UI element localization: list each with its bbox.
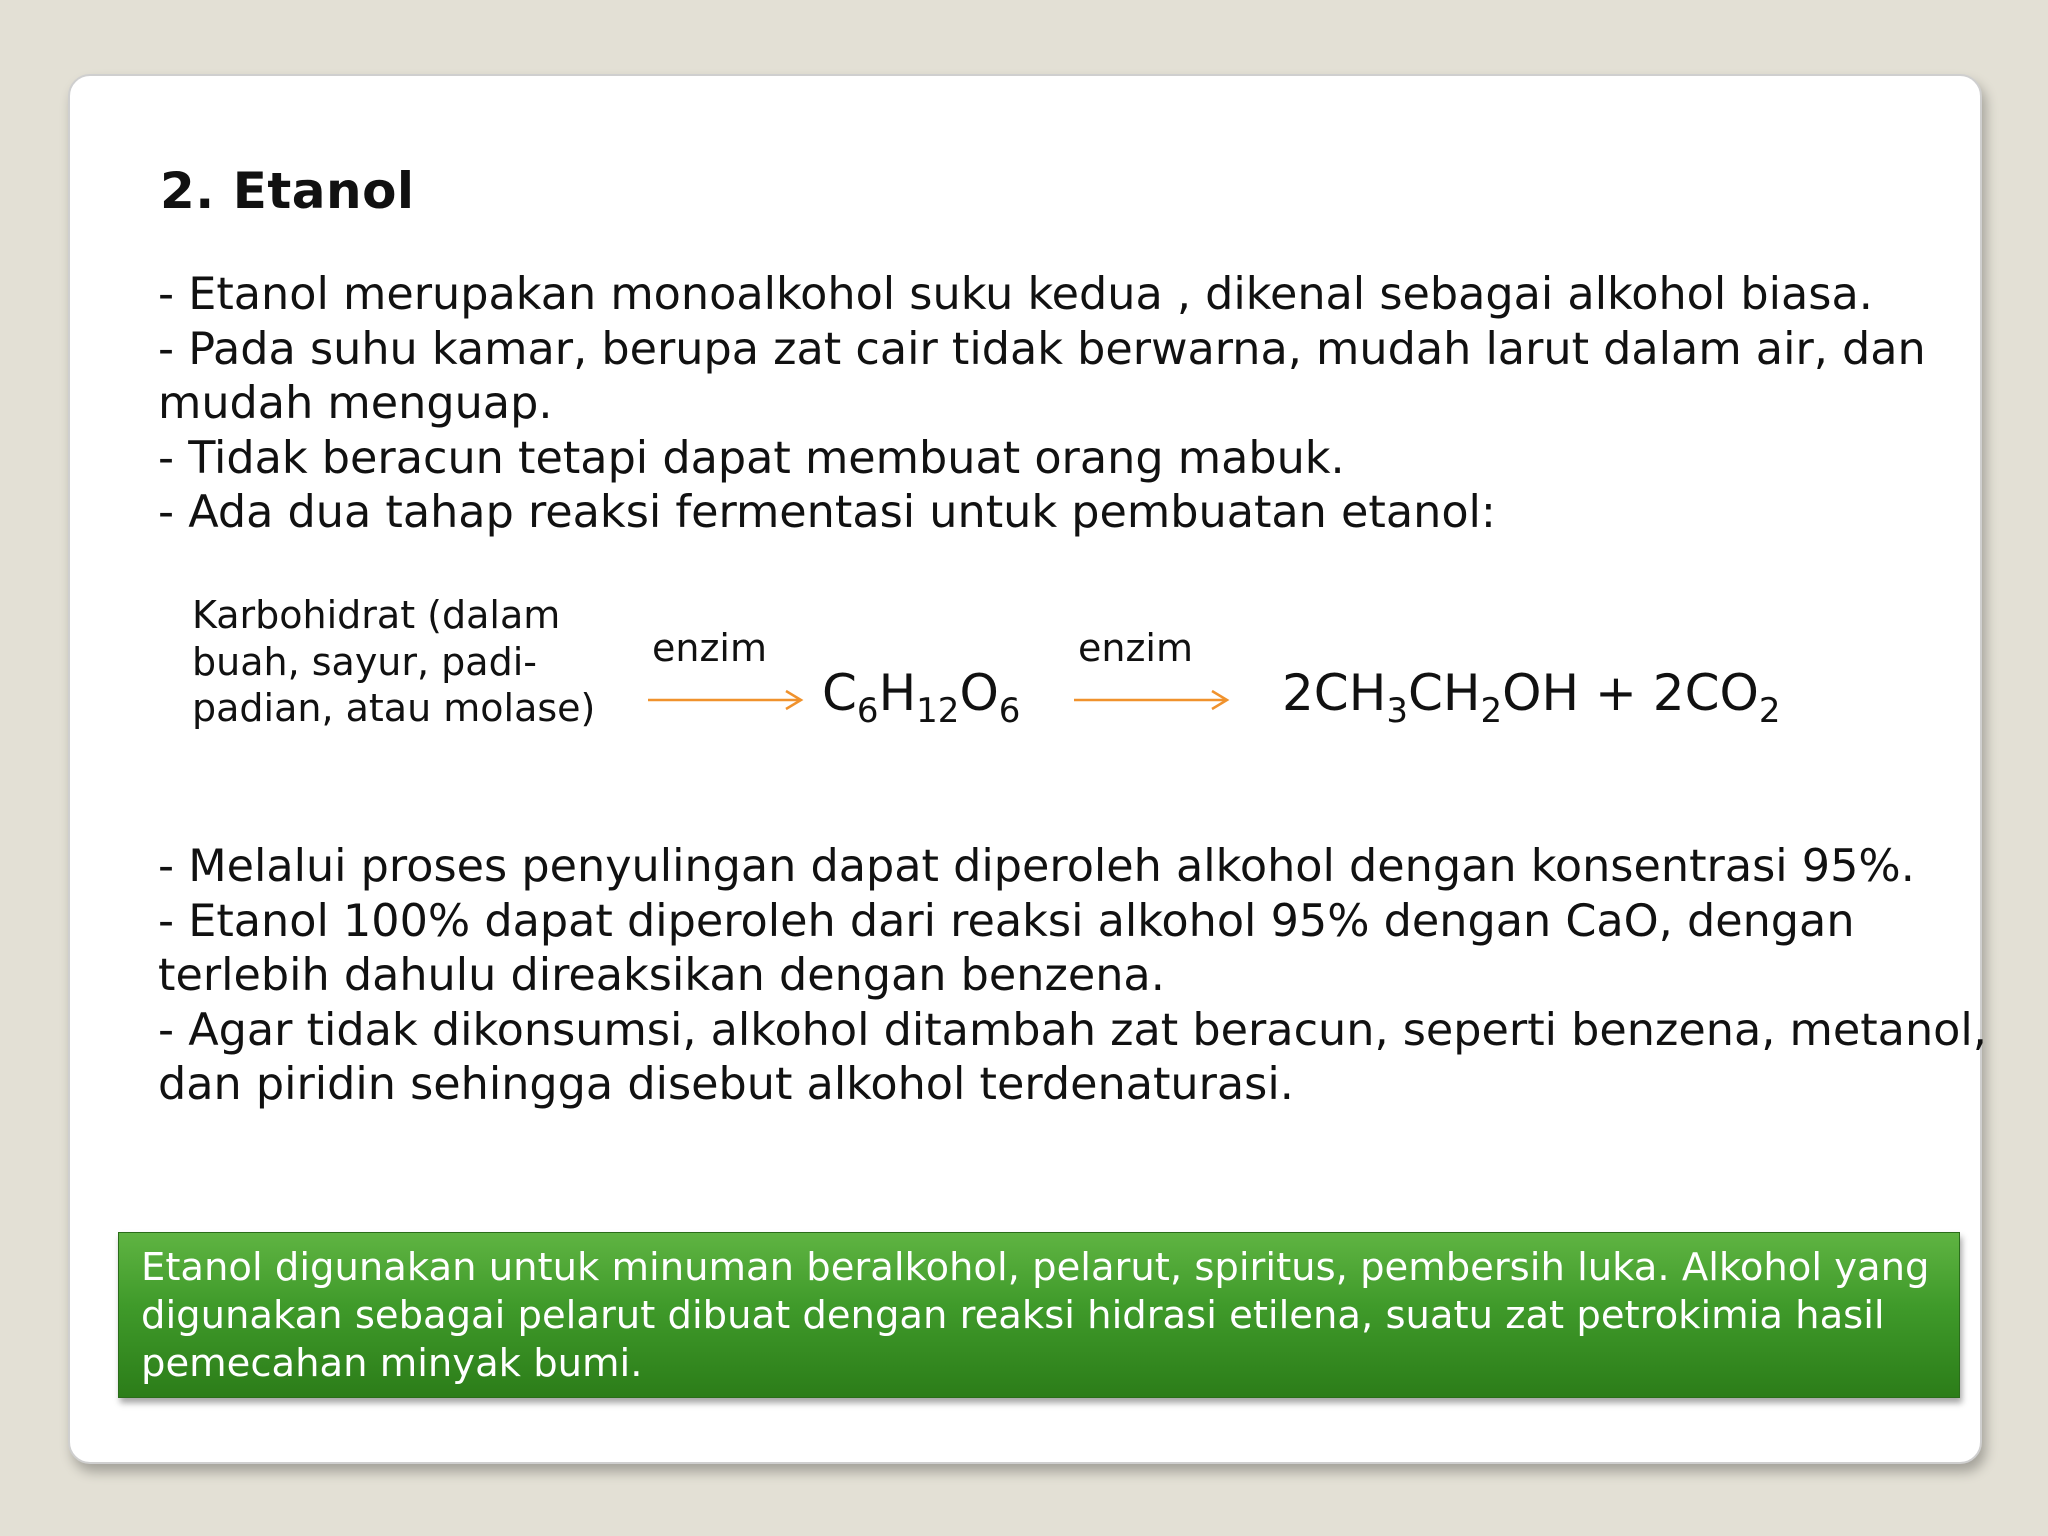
- bullet-item: - Agar tidak dikonsumsi, alkohol ditambah zat beracun, seperti benzena, metanol, dan piridin sehingga disebut alkohol terdenaturasi.: [158, 1004, 1987, 1110]
- bullet-item: - Etanol merupakan monoalkohol suku kedua , dikenal sebagai alkohol biasa.: [158, 269, 1873, 320]
- reaction-source: Karbohidrat (dalam buah, sayur, padi-padian, atau molase): [192, 593, 596, 730]
- product-formula: $2CH_3CH_2OH + 2CO_2$: [1282, 664, 1781, 731]
- enzyme-label-2: enzim: [1078, 626, 1193, 670]
- bullet-item: - Etanol 100% dapat diperoleh dari reaksi alkohol 95% dengan CaO, dengan terlebih dahulu direaksikan dengan benzena.: [158, 895, 1855, 1001]
- bullet-item: - Melalui proses penyulingan dapat diperoleh alkohol dengan konsentrasi 95%.: [158, 841, 1915, 892]
- bullet-item: - Tidak beracun tetapi dapat membuat orang mabuk.: [158, 432, 1345, 484]
- glucose-formula: $C_6H_{12}O_6$: [822, 664, 1021, 731]
- reaction-arrow-icon: [1074, 688, 1230, 712]
- slide-title: 2. Etanol: [160, 162, 415, 220]
- enzyme-label-1: enzim: [652, 626, 767, 670]
- bullet-list-bottom: [158, 840, 2003, 1113]
- bullet-item: - Pada suhu kamar, berupa zat cair tidak berwarna, mudah larut dalam air, dan mudah menguap.: [158, 323, 1926, 429]
- bullet-list-top: [158, 268, 2003, 541]
- note-box: [118, 1232, 1960, 1398]
- note-text: Etanol digunakan untuk minuman beralkohol, pelarut, spiritus, pembersih luka. Alkohol yang digunakan sebagai pelarut dibuat dengan reaksi hidrasi etilena, suatu zat petrokimia hasil pemecahan minyak bumi.: [141, 1245, 1930, 1386]
- reaction-arrow-icon: [648, 688, 804, 712]
- bullet-item: - Ada dua tahap reaksi fermentasi untuk pembuatan etanol:: [158, 487, 1496, 538]
